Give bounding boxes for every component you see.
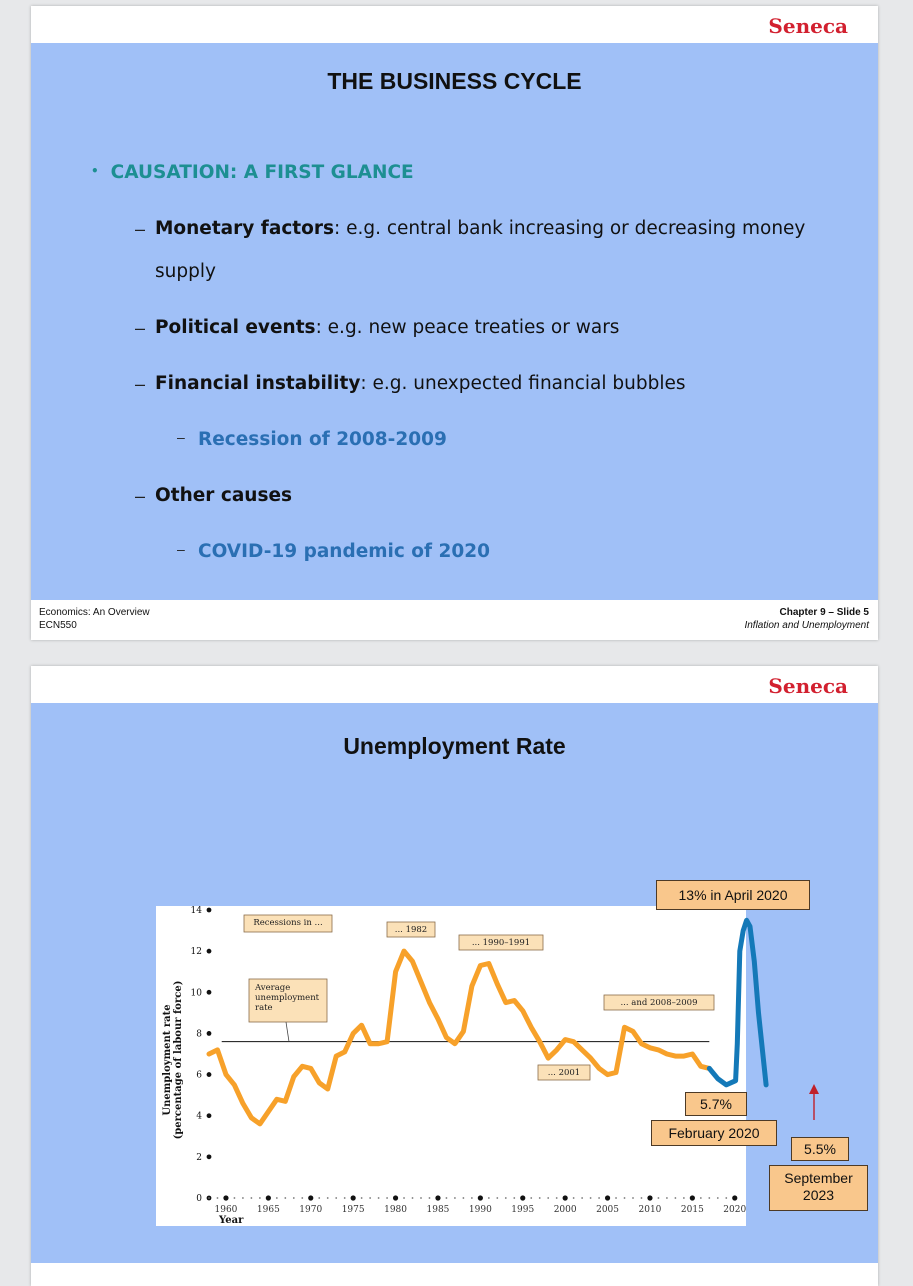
recession-label-heading: Recessions in ...: [253, 918, 323, 928]
x-tick-label: 1995: [511, 1205, 535, 1215]
x-minor-dot: [412, 1197, 414, 1199]
x-minor-dot: [488, 1197, 490, 1199]
bullet-political: [155, 306, 619, 349]
item-text: : e.g. new peace treaties or wars: [315, 317, 620, 338]
slide-title: THE BUSINESS CYCLE: [327, 68, 582, 94]
x-tick-dot: [393, 1195, 398, 1200]
callout-sep-label-line1: September: [784, 1170, 853, 1186]
x-minor-dot: [530, 1197, 532, 1199]
x-minor-dot: [327, 1197, 329, 1199]
bullet-financial: [155, 362, 686, 405]
dash-icon: –: [135, 219, 146, 239]
x-minor-dot: [293, 1197, 295, 1199]
x-tick-label: 2010: [638, 1205, 662, 1215]
series-line-recent: [709, 920, 766, 1085]
x-tick-dot: [732, 1195, 737, 1200]
recession-label-1982: ... 1982: [394, 925, 428, 935]
brand-logo: Seneca: [768, 674, 848, 698]
y-tick-dot: [207, 949, 212, 954]
y-tick-dot: [207, 1154, 212, 1159]
x-minor-dot: [708, 1197, 710, 1199]
x-minor-dot: [420, 1197, 422, 1199]
item-bold: Financial instability: [155, 373, 361, 394]
x-tick-label: 1965: [256, 1205, 280, 1215]
y-tick-dot: [207, 908, 212, 913]
x-tick-label: 1960: [214, 1205, 238, 1215]
dash-icon: –: [177, 541, 185, 557]
callout-sep-value: 5.5%: [791, 1137, 849, 1161]
x-tick-label: 1975: [341, 1205, 365, 1215]
x-minor-dot: [632, 1197, 634, 1199]
x-minor-dot: [513, 1197, 515, 1199]
item-bold: Monetary factors: [155, 218, 334, 239]
y-axis-title: [162, 981, 184, 1140]
x-tick-label: 2005: [596, 1205, 620, 1215]
x-minor-dot: [658, 1197, 660, 1199]
x-minor-dot: [725, 1197, 727, 1199]
x-minor-dot: [717, 1197, 719, 1199]
x-tick-label: 1985: [426, 1205, 450, 1215]
x-tick-dot: [690, 1195, 695, 1200]
x-minor-dot: [556, 1197, 558, 1199]
x-tick-dot: [647, 1195, 652, 1200]
x-minor-dot: [666, 1197, 668, 1199]
item-bold: Political events: [155, 317, 316, 338]
footer-course-code: ECN550: [39, 620, 77, 631]
x-minor-dot: [208, 1197, 210, 1199]
y-tick-dot: [207, 1113, 212, 1118]
x-axis-title: Year: [219, 1215, 244, 1226]
dash-icon: –: [135, 318, 146, 338]
series-line-historical: [209, 951, 709, 1124]
x-minor-dot: [471, 1197, 473, 1199]
x-minor-dot: [539, 1197, 541, 1199]
x-minor-dot: [505, 1197, 507, 1199]
footer-chapter: [744, 606, 869, 632]
footer-book-title: Economics: An Overview: [39, 607, 150, 618]
x-minor-dot: [641, 1197, 643, 1199]
x-minor-dot: [624, 1197, 626, 1199]
x-minor-dot: [429, 1197, 431, 1199]
y-tick-label: 6: [196, 1070, 202, 1081]
x-tick-label: 1990: [468, 1205, 492, 1215]
callout-sep-label: [769, 1165, 868, 1211]
x-tick-dot: [478, 1195, 483, 1200]
x-minor-dot: [335, 1197, 337, 1199]
arrow-head-icon: [809, 1084, 819, 1094]
item-bold: Other causes: [155, 485, 293, 506]
bullet-monetary-cont: [155, 250, 216, 293]
y-tick-label: 4: [196, 1111, 202, 1122]
dash-icon: –: [135, 486, 146, 506]
item-text: : e.g. unexpected financial bubbles: [360, 373, 686, 394]
x-minor-dot: [259, 1197, 261, 1199]
y-axis-title-line2: (percentage of labour force): [173, 980, 184, 1140]
slide-business-cycle: [31, 6, 878, 640]
x-tick-dot: [308, 1195, 313, 1200]
average-label-text: Average: [255, 983, 291, 993]
x-tick-dot: [605, 1195, 610, 1200]
brand-logo: Seneca: [768, 14, 848, 38]
callout-feb-value: 5.7%: [685, 1092, 747, 1116]
footer-chapter-title: Inflation and Unemployment: [744, 620, 869, 631]
heading-text: CAUSATION: A FIRST GLANCE: [110, 162, 414, 183]
x-tick-dot: [223, 1195, 228, 1200]
x-minor-dot: [547, 1197, 549, 1199]
callout-sep-label-line2: 2023: [802, 1187, 835, 1203]
x-minor-dot: [251, 1197, 253, 1199]
y-axis-title-line1: Unemployment rate: [162, 1004, 173, 1116]
x-minor-dot: [590, 1197, 592, 1199]
dash-icon: –: [177, 429, 185, 445]
x-minor-dot: [675, 1197, 677, 1199]
x-tick-dot: [435, 1195, 440, 1200]
x-minor-dot: [573, 1197, 575, 1199]
callout-feb-label: February 2020: [651, 1120, 777, 1146]
callout-peak: 13% in April 2020: [656, 880, 810, 910]
x-minor-dot: [378, 1197, 380, 1199]
bullet-dot-icon: •: [91, 164, 99, 178]
x-tick-dot: [563, 1195, 568, 1200]
x-minor-dot: [403, 1197, 405, 1199]
slide-content-panel: [31, 43, 878, 600]
sub-bullet-covid: COVID-19 pandemic of 2020: [198, 541, 490, 562]
x-minor-dot: [369, 1197, 371, 1199]
y-tick-dot: [207, 1031, 212, 1036]
average-label-text: unemployment: [255, 993, 320, 1003]
item-text: : e.g. central bank increasing or decreasing money: [333, 218, 806, 239]
footer-slide-number: Chapter 9 – Slide 5: [779, 607, 869, 618]
y-tick-label: 8: [196, 1029, 202, 1040]
slide-title: Unemployment Rate: [343, 733, 566, 759]
x-minor-dot: [683, 1197, 685, 1199]
unemployment-chart: [31, 703, 878, 1263]
y-tick-label: 2: [196, 1152, 202, 1163]
slide-content-panel: [31, 703, 878, 1263]
x-minor-dot: [301, 1197, 303, 1199]
x-minor-dot: [700, 1197, 702, 1199]
y-tick-label: 14: [190, 906, 202, 916]
x-minor-dot: [361, 1197, 363, 1199]
x-minor-dot: [276, 1197, 278, 1199]
x-tick-label: 2015: [680, 1205, 704, 1215]
y-tick-label: 0: [196, 1194, 202, 1204]
y-tick-label: 12: [190, 947, 202, 958]
x-tick-dot: [351, 1195, 356, 1200]
x-minor-dot: [581, 1197, 583, 1199]
bullet-heading: [91, 150, 414, 194]
recession-label-2008: ... and 2008–2009: [620, 998, 698, 1008]
x-tick-dot: [266, 1195, 271, 1200]
sub-bullet-recession: Recession of 2008-2009: [198, 429, 447, 450]
footer-course: [39, 606, 150, 632]
x-tick-label: 1980: [384, 1205, 408, 1215]
recession-label-2001: ... 2001: [547, 1068, 581, 1078]
y-tick-label: 10: [190, 988, 202, 999]
x-minor-dot: [496, 1197, 498, 1199]
x-minor-dot: [615, 1197, 617, 1199]
x-tick-label: 2000: [553, 1205, 577, 1215]
average-label-pointer: [286, 1022, 289, 1042]
item-text: supply: [155, 261, 216, 282]
x-minor-dot: [454, 1197, 456, 1199]
bullet-monetary: [155, 207, 805, 250]
y-tick-dot: [207, 990, 212, 995]
x-minor-dot: [463, 1197, 465, 1199]
x-minor-dot: [284, 1197, 286, 1199]
average-label-text: rate: [255, 1003, 273, 1013]
slide-unemployment-rate: [31, 666, 878, 1286]
recession-label-1990: ... 1990–1991: [471, 938, 531, 948]
bullet-other-causes: [155, 474, 292, 517]
x-tick-dot: [520, 1195, 525, 1200]
x-minor-dot: [386, 1197, 388, 1199]
x-minor-dot: [217, 1197, 219, 1199]
x-minor-dot: [242, 1197, 244, 1199]
x-minor-dot: [318, 1197, 320, 1199]
x-minor-dot: [344, 1197, 346, 1199]
x-minor-dot: [446, 1197, 448, 1199]
y-tick-dot: [207, 1072, 212, 1077]
dash-icon: –: [135, 374, 146, 394]
x-tick-label: 1970: [299, 1205, 323, 1215]
x-minor-dot: [598, 1197, 600, 1199]
x-tick-label: 2020: [723, 1205, 747, 1215]
x-minor-dot: [234, 1197, 236, 1199]
